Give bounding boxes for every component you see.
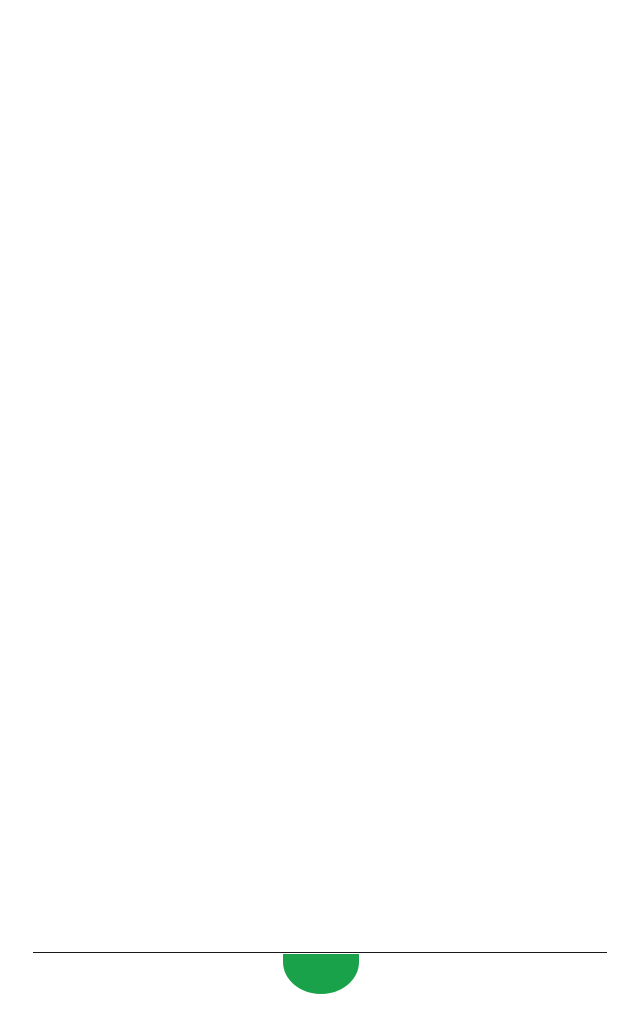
- section-heading: [33, 38, 607, 60]
- page-content: [33, 14, 607, 70]
- footer-rule: [33, 952, 607, 953]
- page-number-badge: [283, 954, 359, 994]
